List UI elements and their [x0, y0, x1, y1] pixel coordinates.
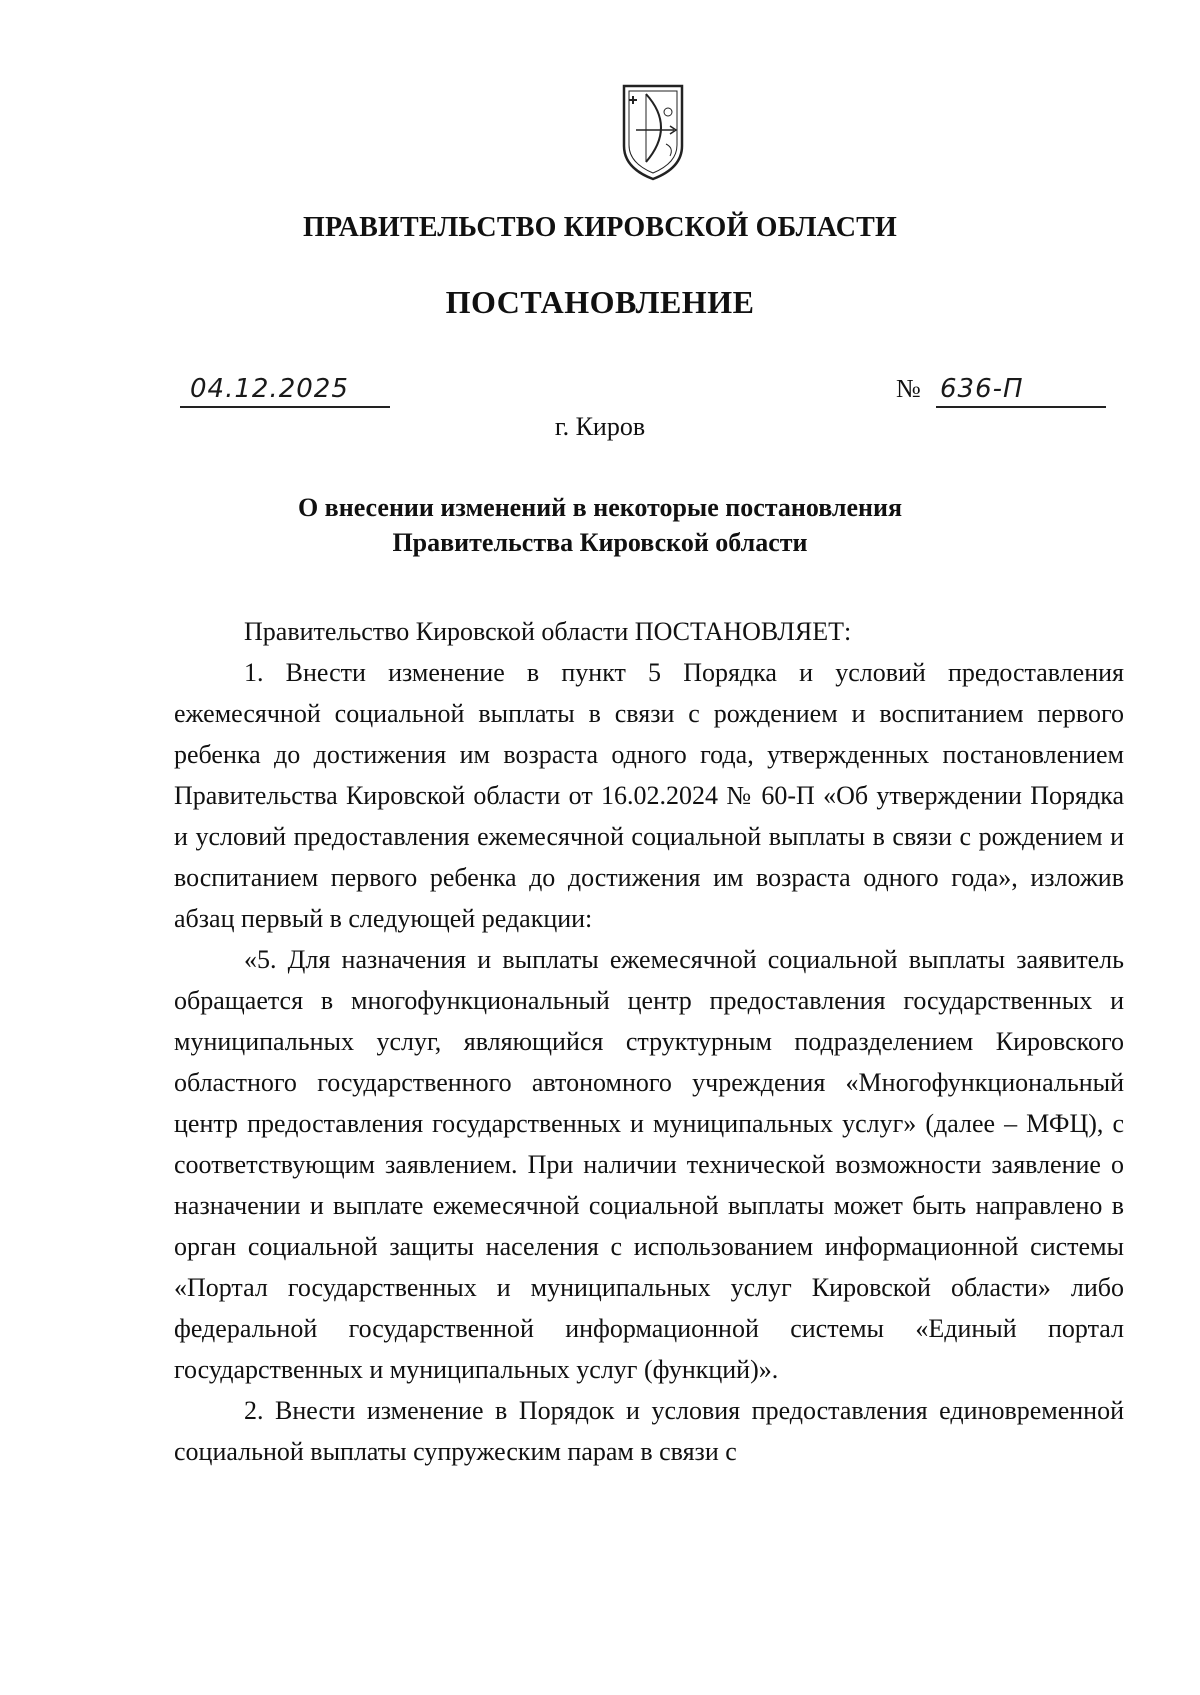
organization-title: ПРАВИТЕЛЬСТВО КИРОВСКОЙ ОБЛАСТИ — [302, 212, 897, 243]
subject-line-2: Правительства Кировской области — [392, 528, 808, 557]
document-type-title: ПОСТАНОВЛЕНИЕ — [445, 284, 755, 320]
item-2-paragraph: 2. Внести изменение в Порядок и условия предоставления единовременной социальной выплаты супружеским парам в связи с — [174, 1396, 1124, 1466]
preamble-paragraph: Правительство Кировской области ПОСТАНОВЛЯЕТ: — [244, 617, 852, 646]
quoted-paragraph: «5. Для назначения и выплаты ежемесячной социальной выплаты заявитель обращается в многофункциональный центр предоставления государственных и муниципальных услуг, являющийся структурным подразделением Кировского областного государственного автономного учреждения «Многофункциональный центр предоставления государственных и муниципальных услуг» (далее – МФЦ), с соответствующим заявлением. При наличии технической возможности заявление о назначении и выплате ежемесячной социальной выплаты может быть направлено в орган социальной защиты населения с использованием информационной системы «Портал государственных и муниципальных услуг Кировской области» либо федеральной государственной информационной системы «Единый портал государственных и муниципальных услуг (функций)». — [174, 945, 1124, 1384]
document-number: 636-П — [940, 374, 1024, 404]
item-1-paragraph: 1. Внести изменение в пункт 5 Порядка и условий предоставления ежемесячной социальной выплаты в связи с рождением и воспитанием первого ребенка до достижения им возраста одного года, утвержденных постановлением Правительства Кировской области от 16.02.2024 № 60-П «Об утверждении Порядка и условий предоставления ежемесячной социальной выплаты в связи с рождением и воспитанием первого ребенка до достижения им возраста одного года», изложив абзац первый в следующей редакции: — [174, 658, 1124, 933]
city-line: г. Киров — [554, 412, 646, 441]
document-body — [174, 611, 1124, 1472]
document-date: 04.12.2025 — [190, 374, 349, 404]
date-underline — [180, 406, 390, 408]
subject-line-1: О внесении изменений в некоторые постановления — [297, 493, 903, 522]
coat-of-arms-icon — [618, 82, 688, 182]
document-date-field — [180, 372, 390, 412]
number-sign: № — [896, 374, 921, 403]
document-subject — [0, 490, 1200, 560]
document-number-field — [896, 372, 1116, 412]
number-underline — [936, 406, 1106, 408]
